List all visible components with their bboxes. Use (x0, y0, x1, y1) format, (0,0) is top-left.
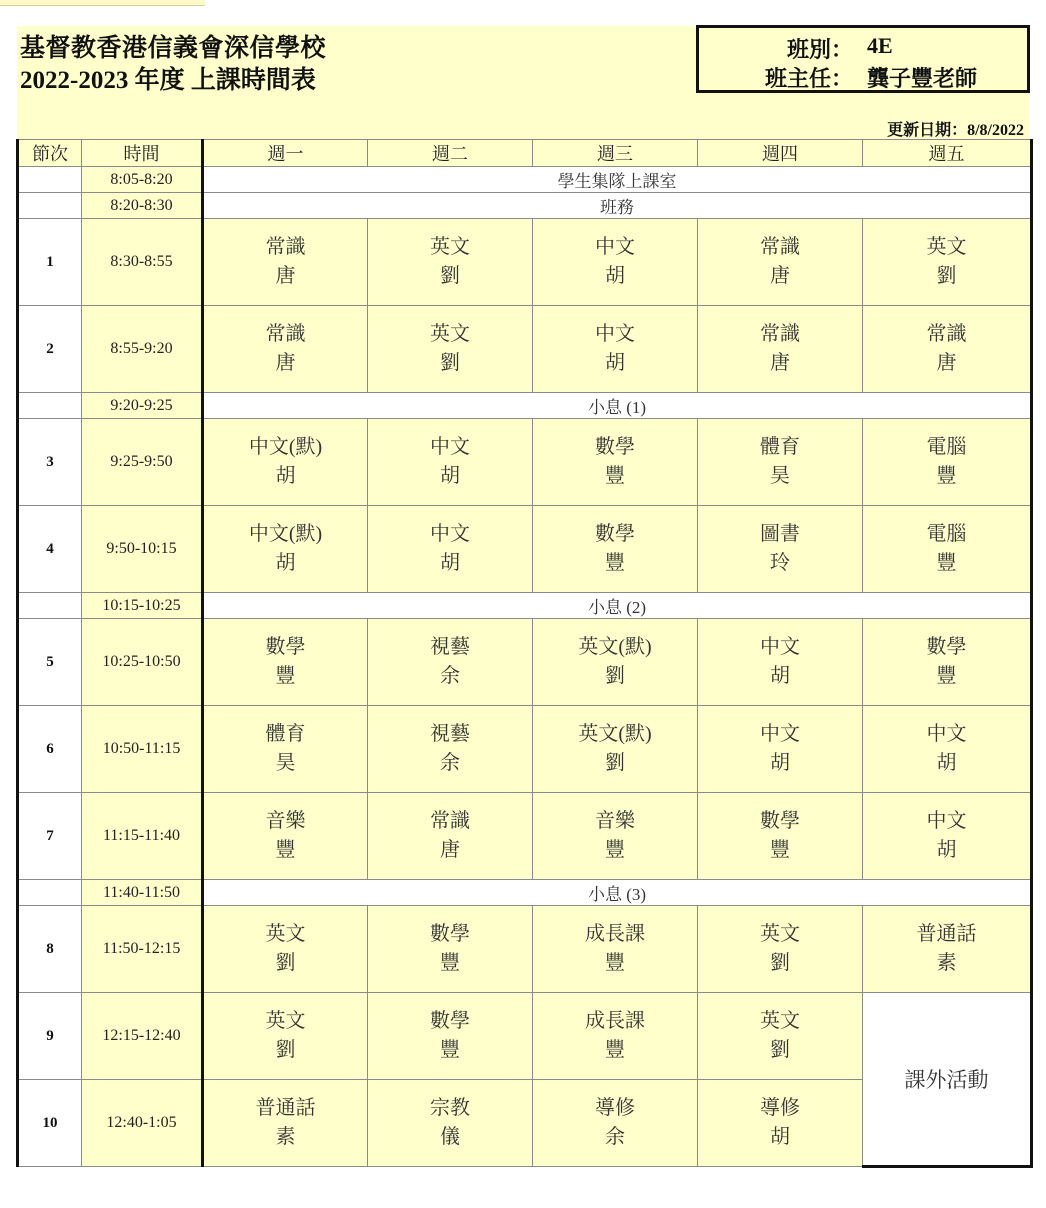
lesson-cell (533, 1080, 698, 1167)
school-name: 基督教香港信義會深信學校 (20, 35, 327, 62)
teacher-name: 胡 (605, 352, 625, 374)
lesson-cell (203, 306, 368, 393)
subject-name: 英文 (926, 236, 967, 258)
header-row (18, 140, 1032, 167)
teacher-name: 唐 (275, 265, 296, 287)
subject-name: 英文 (760, 923, 800, 945)
teacher-name: 豐 (936, 665, 957, 687)
teacher-name: 劉 (275, 952, 296, 974)
timetable (16, 139, 1033, 1168)
teacher-name: 胡 (936, 752, 957, 774)
period-number: 2 (18, 306, 82, 393)
teacher-name: 唐 (770, 352, 790, 374)
teacher-name: 豐 (936, 465, 957, 487)
period-number: 1 (18, 219, 82, 306)
lesson-cell (368, 219, 533, 306)
subject-name: 中文 (926, 810, 967, 832)
period-number: 5 (18, 619, 82, 706)
time-slot: 9:20-9:25 (82, 393, 203, 419)
window-corner-tab (0, 0, 205, 6)
header-friday: 週五 (863, 140, 1032, 167)
lesson-cell (863, 706, 1032, 793)
lesson-cell (863, 793, 1032, 880)
subject-name: 英文 (265, 923, 306, 945)
subject-name: 中文 (430, 436, 470, 458)
teacher-name: 劉 (440, 265, 460, 287)
lesson-cell (368, 419, 533, 506)
break-row (18, 880, 1032, 906)
time-slot: 11:40-11:50 (82, 880, 203, 906)
lesson-cell (698, 219, 863, 306)
lesson-cell (203, 906, 368, 993)
teacher-name: 豐 (605, 552, 625, 574)
subject-name: 中文 (760, 723, 800, 745)
teacher-name: 劉 (605, 665, 625, 687)
lesson-cell (203, 793, 368, 880)
period-row (18, 793, 1032, 880)
lesson-cell (698, 906, 863, 993)
header-wednesday: 週三 (533, 140, 698, 167)
subject-name: 中文 (430, 523, 470, 545)
teacher-name: 胡 (440, 552, 460, 574)
teacher-name: 劉 (605, 752, 625, 774)
teacher-name: 豐 (770, 839, 790, 861)
lesson-cell (533, 793, 698, 880)
teacher-name: 豐 (605, 465, 625, 487)
period-number: 9 (18, 993, 82, 1080)
teacher-name: 昊 (275, 752, 296, 774)
lesson-cell (698, 993, 863, 1080)
time-slot: 12:15-12:40 (82, 993, 203, 1080)
lesson-cell (533, 419, 698, 506)
lesson-cell (203, 1080, 368, 1167)
subject-name: 英文(默) (578, 723, 652, 745)
break-label: 小息 (1) (203, 393, 1032, 419)
lesson-cell (863, 419, 1032, 506)
teacher-name: 昊 (770, 465, 790, 487)
subject-name: 英文 (760, 1010, 800, 1032)
teacher-name: 余 (605, 1126, 625, 1148)
teacher-name: 豐 (440, 952, 460, 974)
period-row (18, 506, 1032, 593)
teacher-name: 余 (440, 665, 460, 687)
header-tuesday: 週二 (368, 140, 533, 167)
time-slot: 10:50-11:15 (82, 706, 203, 793)
time-slot: 8:05-8:20 (82, 167, 203, 193)
subject-name: 體育 (760, 436, 800, 458)
teacher-name: 玲 (770, 552, 790, 574)
break-label: 學生集隊上課室 (203, 167, 1032, 193)
teacher-name: 唐 (936, 352, 957, 374)
subject-name: 電腦 (926, 436, 967, 458)
time-slot: 12:40-1:05 (82, 1080, 203, 1167)
period-row (18, 993, 1032, 1080)
subject-name: 中文 (595, 236, 635, 258)
lesson-cell (863, 906, 1032, 993)
period-number (18, 167, 82, 193)
time-slot: 8:30-8:55 (82, 219, 203, 306)
subject-name: 數學 (430, 1010, 470, 1032)
lesson-cell (203, 506, 368, 593)
lesson-cell (863, 306, 1032, 393)
subject-name: 成長課 (585, 923, 645, 945)
period-number (18, 393, 82, 419)
teacher-name: 豐 (605, 952, 625, 974)
break-row (18, 167, 1032, 193)
teacher-name: 胡 (605, 265, 625, 287)
timetable-body (18, 140, 1032, 1167)
subject-name: 常識 (265, 323, 306, 345)
period-row (18, 219, 1032, 306)
subject-name: 常識 (760, 236, 800, 258)
teacher-name: 胡 (770, 752, 790, 774)
lesson-cell (203, 993, 368, 1080)
teacher-name: 素 (275, 1126, 296, 1148)
subject-name: 中文 (760, 636, 800, 658)
lesson-cell (698, 619, 863, 706)
lesson-cell (698, 306, 863, 393)
header-time: 時間 (82, 140, 203, 167)
lesson-cell (533, 906, 698, 993)
header-monday: 週一 (203, 140, 368, 167)
break-label: 小息 (3) (203, 880, 1032, 906)
teacher-name: 豐 (275, 665, 296, 687)
time-slot: 9:25-9:50 (82, 419, 203, 506)
teacher-name: 豐 (275, 839, 296, 861)
teacher-name: 劉 (770, 952, 790, 974)
lesson-cell (368, 706, 533, 793)
period-row (18, 906, 1032, 993)
lesson-cell (203, 706, 368, 793)
teacher-name: 唐 (440, 839, 460, 861)
period-row (18, 619, 1032, 706)
extracurricular-activity: 課外活動 (863, 993, 1032, 1167)
lesson-cell (533, 219, 698, 306)
break-label: 班務 (203, 193, 1032, 219)
lesson-cell (368, 906, 533, 993)
subject-name: 導修 (595, 1097, 635, 1119)
teacher-name: 胡 (275, 465, 296, 487)
teacher-name: 胡 (936, 839, 957, 861)
lesson-cell (368, 1080, 533, 1167)
subject-name: 數學 (760, 810, 800, 832)
teacher-name: 唐 (770, 265, 790, 287)
subject-name: 常識 (265, 236, 306, 258)
subject-name: 音樂 (595, 810, 635, 832)
teacher-name: 劉 (440, 352, 460, 374)
update-date: 更新日期：8/8/2022 (887, 122, 1024, 139)
teacher-name: 唐 (275, 352, 296, 374)
subject-name: 數學 (595, 436, 635, 458)
lesson-cell (863, 506, 1032, 593)
teacher-value: 龔子豐老師 (867, 66, 978, 91)
subject-name: 英文 (430, 236, 470, 258)
lesson-cell (533, 619, 698, 706)
subject-name: 常識 (760, 323, 800, 345)
lesson-cell (533, 993, 698, 1080)
class-label: 班別： (786, 37, 853, 62)
header-thursday: 週四 (698, 140, 863, 167)
subject-name: 中文(默) (248, 523, 323, 545)
subject-name: 導修 (760, 1097, 800, 1119)
teacher-name: 胡 (770, 1126, 790, 1148)
break-row (18, 193, 1032, 219)
timetable-title: 2022-2023 年度 上課時間表 (20, 67, 316, 94)
class-info-box (696, 25, 1030, 93)
subject-name: 視藝 (430, 723, 470, 745)
teacher-name: 劉 (936, 265, 957, 287)
time-slot: 8:55-9:20 (82, 306, 203, 393)
break-row (18, 393, 1032, 419)
lesson-cell (203, 619, 368, 706)
subject-name: 成長課 (585, 1010, 645, 1032)
subject-name: 中文(默) (248, 436, 323, 458)
period-row (18, 306, 1032, 393)
subject-name: 數學 (430, 923, 470, 945)
lesson-cell (698, 706, 863, 793)
subject-name: 英文(默) (578, 636, 652, 658)
time-slot: 9:50-10:15 (82, 506, 203, 593)
class-value: 4E (867, 33, 893, 58)
subject-name: 英文 (265, 1010, 306, 1032)
period-number: 6 (18, 706, 82, 793)
teacher-name: 豐 (605, 839, 625, 861)
lesson-cell (698, 793, 863, 880)
break-row (18, 593, 1032, 619)
lesson-cell (368, 306, 533, 393)
subject-name: 常識 (926, 323, 967, 345)
subject-name: 視藝 (430, 636, 470, 658)
period-row (18, 419, 1032, 506)
subject-name: 數學 (926, 636, 967, 658)
subject-name: 中文 (926, 723, 967, 745)
subject-name: 音樂 (265, 810, 306, 832)
teacher-name: 豐 (440, 1039, 460, 1061)
break-label: 小息 (2) (203, 593, 1032, 619)
subject-name: 普通話 (255, 1097, 316, 1119)
period-number (18, 880, 82, 906)
time-slot: 11:15-11:40 (82, 793, 203, 880)
teacher-name: 胡 (440, 465, 460, 487)
subject-name: 數學 (265, 636, 306, 658)
header-period: 節次 (18, 140, 82, 167)
period-number: 3 (18, 419, 82, 506)
period-number: 4 (18, 506, 82, 593)
lesson-cell (203, 219, 368, 306)
time-slot: 8:20-8:30 (82, 193, 203, 219)
period-number (18, 193, 82, 219)
period-number: 8 (18, 906, 82, 993)
lesson-cell (863, 619, 1032, 706)
teacher-name: 劉 (770, 1039, 790, 1061)
lesson-cell (863, 219, 1032, 306)
subject-name: 數學 (595, 523, 635, 545)
teacher-name: 素 (936, 952, 957, 974)
teacher-name: 豐 (936, 552, 957, 574)
subject-name: 電腦 (926, 523, 967, 545)
subject-name: 英文 (430, 323, 470, 345)
subject-name: 宗教 (430, 1097, 470, 1119)
lesson-cell (368, 993, 533, 1080)
teacher-label: 班主任： (764, 66, 853, 91)
lesson-cell (533, 306, 698, 393)
time-slot: 10:25-10:50 (82, 619, 203, 706)
subject-name: 普通話 (916, 923, 977, 945)
teacher-name: 劉 (275, 1039, 296, 1061)
lesson-cell (698, 419, 863, 506)
teacher-name: 胡 (275, 552, 296, 574)
lesson-cell (368, 793, 533, 880)
teacher-name: 余 (440, 752, 460, 774)
lesson-cell (533, 506, 698, 593)
lesson-cell (203, 419, 368, 506)
lesson-cell (368, 506, 533, 593)
period-number: 10 (18, 1080, 82, 1167)
subject-name: 中文 (595, 323, 635, 345)
lesson-cell (698, 506, 863, 593)
teacher-name: 豐 (605, 1039, 625, 1061)
lesson-cell (698, 1080, 863, 1167)
time-slot: 10:15-10:25 (82, 593, 203, 619)
lesson-cell (368, 619, 533, 706)
period-number (18, 593, 82, 619)
period-row (18, 706, 1032, 793)
subject-name: 體育 (265, 723, 306, 745)
lesson-cell (533, 706, 698, 793)
subject-name: 圖書 (760, 523, 800, 545)
time-slot: 11:50-12:15 (82, 906, 203, 993)
teacher-name: 胡 (770, 665, 790, 687)
teacher-name: 儀 (440, 1126, 460, 1148)
subject-name: 常識 (430, 810, 470, 832)
period-number: 7 (18, 793, 82, 880)
